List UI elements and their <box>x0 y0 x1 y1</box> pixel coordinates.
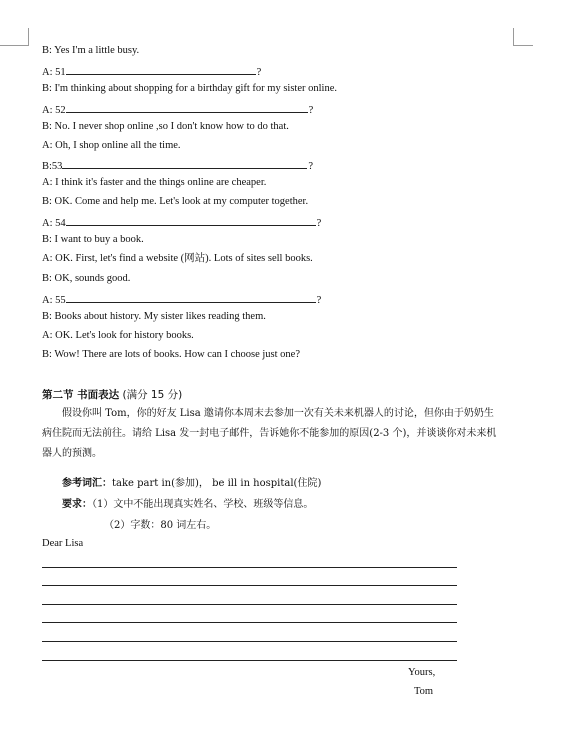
answer-blank[interactable] <box>62 157 307 169</box>
requirements <box>62 495 313 510</box>
crop-mark-top-left <box>0 45 28 46</box>
dialogue-line: B: OK. Come and help me. Let's look at my computer together. <box>42 196 309 207</box>
writing-prompt <box>42 404 502 464</box>
answer-blank[interactable] <box>66 291 316 303</box>
vocab-reference <box>62 474 321 489</box>
answer-blank[interactable] <box>66 214 316 226</box>
writing-line[interactable] <box>42 585 457 586</box>
question-number: A: 52 <box>42 105 66 116</box>
blank-question-53 <box>42 157 313 174</box>
question-number: A: 55 <box>42 295 66 306</box>
crop-mark-top-right <box>513 45 533 46</box>
answer-blank[interactable] <box>66 63 256 75</box>
answer-blank[interactable] <box>66 101 308 113</box>
closing: Yours, <box>408 667 436 678</box>
blank-question-51 <box>42 63 261 80</box>
question-mark: ? <box>316 295 322 306</box>
question-mark: ? <box>256 67 262 78</box>
question-mark: ? <box>308 105 314 116</box>
writing-line[interactable] <box>42 660 457 661</box>
dialogue-line: A: I think it's faster and the things online are cheaper. <box>42 177 267 188</box>
dialogue-line: B: Wow! There are lots of books. How can I choose just one? <box>42 349 300 360</box>
dialogue-line: B: Yes I'm a little busy. <box>42 45 140 56</box>
requirement-2: （2）字数：80 词左右。 <box>104 520 217 531</box>
requirement-1: （1）文中不能出现真实姓名、学校、班级等信息。 <box>92 499 314 510</box>
blank-question-55 <box>42 291 321 308</box>
salutation: Dear Lisa <box>42 538 84 549</box>
vocab-label: 参考词汇： <box>62 478 112 489</box>
question-mark: ? <box>308 161 314 172</box>
crop-mark-top-right-vertical <box>513 28 514 46</box>
question-number: B:53 <box>42 161 63 172</box>
prompt-text: 假设你叫 Tom，你的好友 Lisa 邀请你本周末去参加一次有关未来机器人的讨论，但你由于奶奶生病住院而无法前往。请给 Lisa 发一封电子邮件，告诉她你不能参加的原因(2-3 个)，并谈谈你对未来机器人的预测。 <box>42 408 497 459</box>
question-number: A: 51 <box>42 67 66 78</box>
blank-question-52 <box>42 101 313 118</box>
section-title <box>42 387 182 402</box>
question-number: A: 54 <box>42 218 66 229</box>
requirements-label: 要求： <box>62 499 92 510</box>
blank-question-54 <box>42 214 321 231</box>
dialogue-line: B: I'm thinking about shopping for a birthday gift for my sister online. <box>42 83 337 94</box>
dialogue-line: A: OK. Let's look for history books. <box>42 330 194 341</box>
writing-line[interactable] <box>42 567 457 568</box>
dialogue-line: B: No. I never shop online ,so I don't know how to do that. <box>42 121 289 132</box>
dialogue-line: A: OK. First, let's find a website (网站). Lots of sites sell books. <box>42 253 313 264</box>
dialogue-line: B: Books about history. My sister likes reading them. <box>42 311 266 322</box>
question-mark: ? <box>316 218 322 229</box>
crop-mark-top-left-vertical <box>28 28 29 46</box>
dialogue-line: A: Oh, I shop online all the time. <box>42 140 181 151</box>
dialogue-line: B: OK, sounds good. <box>42 273 131 284</box>
writing-line[interactable] <box>42 622 457 623</box>
section-heading: 第二节 书面表达 <box>42 389 120 401</box>
writing-line[interactable] <box>42 604 457 605</box>
section-score: (满分 15 分) <box>122 389 183 401</box>
vocab-text: take part in(参加)， be ill in hospital(住院) <box>112 478 322 489</box>
dialogue-line: B: I want to buy a book. <box>42 234 144 245</box>
signature: Tom <box>414 686 434 697</box>
writing-line[interactable] <box>42 641 457 642</box>
